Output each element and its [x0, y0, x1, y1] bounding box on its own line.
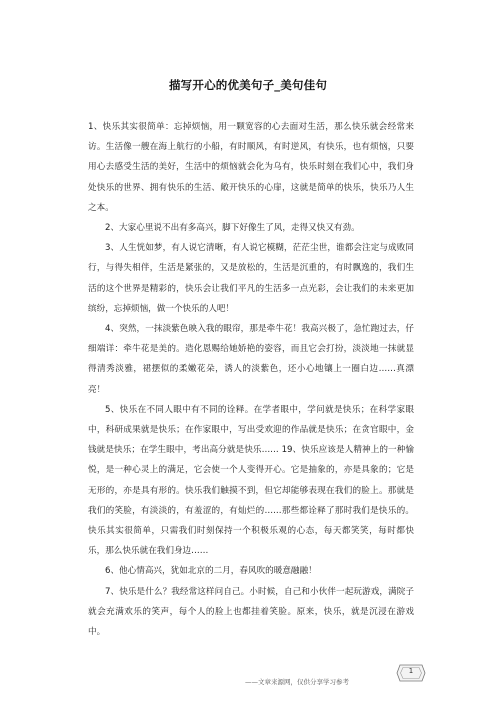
paragraph-2: 2、大家心里说不出有多高兴，脚下好像生了风，走得又快又有劲。: [105, 223, 360, 234]
document-body: [88, 117, 414, 642]
document-title: 描写开心的优美句子_美句佳句: [168, 78, 328, 92]
paragraph-1: 1、快乐其实很简单：忘掉烦恼，用一颗宽容的心去面对生活，那么快乐就会经常来访。生活像一艘在海上航行的小船，有时顺风，有时逆风，有快乐，也有烦恼，只要用心去感受生活的美好，生活中的烦恼就会化为乌有，快乐时刻在我们心中，我们身处快乐的世界、拥有快乐的生活、敞开快乐的心扉，这就是简单的快乐，快乐乃人生之本。: [88, 122, 414, 213]
paragraph-4: 4、突然，一抹淡紫色映入我的眼帘，那是牵牛花！我高兴极了，急忙跑过去，仔细端详：牵牛花是美的。造化恩赐给她娇艳的姿容，而且它会打扮，淡淡地一抹就显得清秀淡雅，裙摆似的柔嫩花朵，诱人的淡紫色，还小心地镶上一圈白边……真漂亮！: [88, 324, 414, 395]
paragraph-6: 6、他心情高兴，犹如北京的二月，春风吹的暖意融融！: [105, 566, 317, 577]
paragraph-7: 7、快乐是什么？我经常这样问自己。小时候，自己和小伙伴一起玩游戏，满院子就会充满欢乐的笑声，每个人的脸上也都挂着笑脸。原来，快乐，就是沉浸在游戏中。: [88, 586, 414, 638]
page-number: 1: [408, 667, 414, 675]
page-number-badge: [396, 664, 426, 682]
footer-source-note: ——文章来源网，仅供分享学习参考: [245, 678, 349, 686]
paragraph-5: 5、快乐在不同人眼中有不同的诠释。在学者眼中，学问就是快乐；在科学家眼中，科研成果就是快乐；在作家眼中，写出受欢迎的作品就是快乐；在贪官眼中，金钱就是快乐；在学生眼中，考出高分就是快乐…… 19、快乐应该是人精神上的一种愉悦，是一种心灵上的满足，它会使一个人变得开心。它是抽象的，亦是具象的；它是无形的，亦是具有形的。快乐我们触摸不到，但它却能够表现在我们的脸上。那就是我们的笑脸，有淡淡的，有羞涩的，有灿烂的……那些都诠释了那时我们是快乐的。快乐其实很简单，只需我们时刻保持一个积极乐观的心态，每天都笑笑，每时都快乐，那么快乐就在我们身边……: [88, 404, 414, 557]
paragraph-3: 3、人生恍如梦，有人说它清晰，有人说它模糊，茫茫尘世，谁都会注定与成败同行，与得失相伴，生活是紧张的，又是放松的，生活是沉重的，有时飘逸的，我们生活的这个世界是精彩的，快乐会让我们平凡的生活多一点光彩，会让我们的未来更加缤纷，忘掉烦恼，做一个快乐的人吧！: [88, 243, 414, 314]
